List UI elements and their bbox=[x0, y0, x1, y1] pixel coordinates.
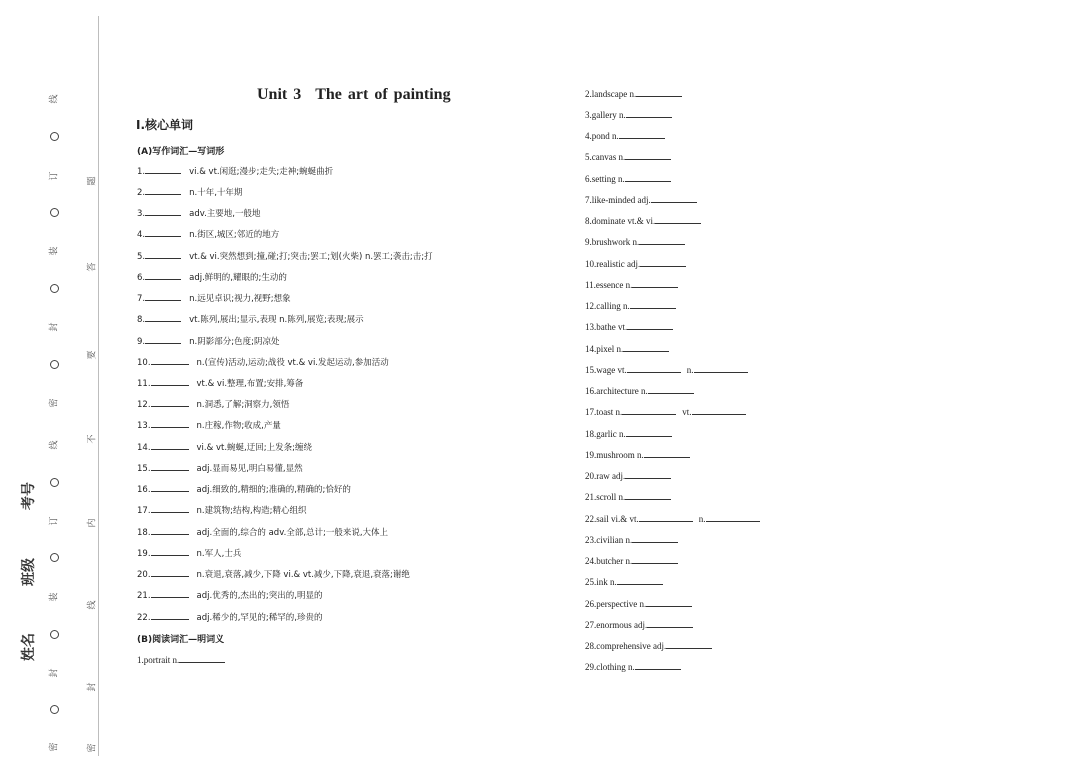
answer-blank[interactable] bbox=[179, 653, 225, 663]
list-item: 7.like-minded adj. bbox=[585, 193, 697, 206]
answer-blank[interactable] bbox=[636, 87, 682, 97]
seal-char: 线 bbox=[49, 440, 60, 450]
answer-blank[interactable] bbox=[625, 490, 671, 500]
list-item: 12. n.洞悉,了解;洞察力,领悟 bbox=[137, 397, 289, 411]
list-item: 9.brushwork n. bbox=[585, 235, 685, 248]
list-item: 11.essence n. bbox=[585, 278, 678, 291]
instruction-char: 答 bbox=[87, 262, 98, 272]
answer-blank[interactable] bbox=[145, 334, 181, 344]
answer-blank[interactable] bbox=[651, 193, 697, 203]
answer-blank[interactable] bbox=[632, 533, 678, 543]
answer-blank[interactable] bbox=[151, 461, 189, 471]
answer-blank[interactable] bbox=[647, 618, 693, 628]
answer-blank[interactable] bbox=[639, 512, 693, 522]
answer-blank[interactable] bbox=[617, 575, 663, 585]
answer-blank[interactable] bbox=[623, 342, 669, 352]
instruction-char: 题 bbox=[87, 176, 98, 186]
list-item: 17.toast n. vt. bbox=[585, 405, 746, 418]
answer-blank[interactable] bbox=[625, 172, 671, 182]
page-title bbox=[257, 86, 451, 104]
list-item: 18.garlic n. bbox=[585, 427, 672, 440]
answer-blank[interactable] bbox=[151, 355, 189, 365]
seal-char: 订 bbox=[49, 171, 60, 181]
list-item: 23.civilian n. bbox=[585, 533, 678, 546]
answer-blank[interactable] bbox=[626, 108, 672, 118]
instruction-char: 要 bbox=[87, 350, 98, 360]
list-item: 1.portrait n. bbox=[137, 653, 225, 666]
list-item: 20. n.衰退,衰落,减少,下降 vi.& vt.减少,下降,衰退,衰落;谢绝 bbox=[137, 567, 410, 581]
list-item: 6. adj.鲜明的,耀眼的;生动的 bbox=[137, 270, 287, 284]
list-item: 21.scroll n. bbox=[585, 490, 671, 503]
answer-blank[interactable] bbox=[648, 384, 694, 394]
answer-blank[interactable] bbox=[145, 291, 181, 301]
answer-blank[interactable] bbox=[632, 554, 678, 564]
answer-blank[interactable] bbox=[151, 610, 189, 620]
answer-blank[interactable] bbox=[151, 503, 189, 513]
instruction-char: 线 bbox=[87, 600, 98, 610]
list-item: 11. vt.& vi.整理,布置;安排,筹备 bbox=[137, 376, 303, 390]
answer-blank[interactable] bbox=[692, 405, 746, 415]
list-item: 21. adj.优秀的,杰出的;突出的,明显的 bbox=[137, 588, 322, 602]
seal-circle bbox=[50, 553, 59, 562]
list-item: 1. vi.& vt.闲逛;漫步;走失;走神;蜿蜒曲折 bbox=[137, 164, 333, 178]
list-item: 16. adj.细致的,精细的;准确的,精确的;恰好的 bbox=[137, 482, 351, 496]
seal-circle bbox=[50, 208, 59, 217]
seal-circle bbox=[50, 132, 59, 141]
answer-blank[interactable] bbox=[666, 639, 712, 649]
list-item: 7. n.远见卓识;视力,视野;想象 bbox=[137, 291, 291, 305]
seal-char: 密 bbox=[49, 398, 60, 408]
answer-blank[interactable] bbox=[151, 525, 189, 535]
list-item: 12.calling n. bbox=[585, 299, 676, 312]
seal-circle bbox=[50, 360, 59, 369]
answer-blank[interactable] bbox=[145, 249, 181, 259]
list-item: 29.clothing n. bbox=[585, 660, 681, 673]
list-item: 4.pond n. bbox=[585, 129, 665, 142]
answer-blank[interactable] bbox=[639, 235, 685, 245]
seal-char: 装 bbox=[49, 592, 60, 602]
answer-blank[interactable] bbox=[644, 448, 690, 458]
list-item: 20.raw adj. bbox=[585, 469, 671, 482]
list-item: 15. adj.显而易见,明白易懂,显然 bbox=[137, 461, 303, 475]
list-item: 6.setting n. bbox=[585, 172, 671, 185]
answer-blank[interactable] bbox=[151, 440, 189, 450]
list-item: 22. adj.稀少的,罕见的;稀罕的,珍贵的 bbox=[137, 610, 322, 624]
class-label: 班级 bbox=[21, 558, 37, 586]
seal-char: 封 bbox=[49, 322, 60, 332]
seal-char: 线 bbox=[49, 94, 60, 104]
list-item: 14. vi.& vt.蜿蜒,迂回;上发条;缠绕 bbox=[137, 440, 312, 454]
answer-blank[interactable] bbox=[706, 512, 760, 522]
list-item: 25.ink n. bbox=[585, 575, 663, 588]
name-label: 姓名 bbox=[21, 633, 37, 661]
list-item: 19. n.军人,士兵 bbox=[137, 546, 241, 560]
seal-circle bbox=[50, 705, 59, 714]
answer-blank[interactable] bbox=[151, 482, 189, 492]
list-item: 15.wage vt. n. bbox=[585, 363, 748, 376]
seal-circle bbox=[50, 284, 59, 293]
list-item: 10. n.(宣传)活动,运动;战役 vt.& vi.发起运动,参加活动 bbox=[137, 355, 389, 369]
binding-line bbox=[98, 16, 99, 756]
seal-char: 订 bbox=[49, 516, 60, 526]
answer-blank[interactable] bbox=[625, 469, 671, 479]
answer-blank[interactable] bbox=[151, 376, 189, 386]
answer-blank[interactable] bbox=[145, 270, 181, 280]
list-item: 16.architecture n. bbox=[585, 384, 694, 397]
list-item: 2.landscape n. bbox=[585, 87, 682, 100]
list-item: 13.bathe vt. bbox=[585, 320, 673, 333]
answer-blank[interactable] bbox=[145, 185, 181, 195]
seal-char: 封 bbox=[49, 668, 60, 678]
answer-blank[interactable] bbox=[655, 214, 701, 224]
answer-blank[interactable] bbox=[625, 150, 671, 160]
answer-blank[interactable] bbox=[151, 588, 189, 598]
list-item: 24.butcher n. bbox=[585, 554, 678, 567]
list-item: 14.pixel n. bbox=[585, 342, 669, 355]
list-item: 5. vt.& vi.突然想到;撞,碰;打;突击;罢工;划(火柴) n.罢工;袭击;击;打 bbox=[137, 249, 433, 263]
answer-blank[interactable] bbox=[145, 206, 181, 216]
answer-blank[interactable] bbox=[145, 227, 181, 237]
answer-blank[interactable] bbox=[145, 164, 181, 174]
list-item: 27.enormous adj. bbox=[585, 618, 693, 631]
answer-blank[interactable] bbox=[632, 278, 678, 288]
answer-blank[interactable] bbox=[627, 363, 681, 373]
seal-circle bbox=[50, 478, 59, 487]
list-item: 22.sail vi.& vt. n. bbox=[585, 512, 760, 525]
list-item: 28.comprehensive adj. bbox=[585, 639, 712, 652]
answer-blank[interactable] bbox=[626, 427, 672, 437]
section-heading: Ⅰ.核心单词 bbox=[136, 118, 194, 132]
answer-blank[interactable] bbox=[619, 129, 665, 139]
answer-blank[interactable] bbox=[630, 299, 676, 309]
exam-number-label: 考号 bbox=[21, 482, 37, 510]
seal-char: 密 bbox=[49, 742, 60, 752]
list-item: 4. n.街区,城区;邻近的地方 bbox=[137, 227, 279, 241]
seal-char: 装 bbox=[49, 246, 60, 256]
unit-label: Unit 3 bbox=[257, 86, 302, 103]
list-item: 26.perspective n. bbox=[585, 597, 692, 610]
list-item: 10.realistic adj. bbox=[585, 257, 686, 270]
instruction-char: 密 bbox=[87, 743, 98, 753]
list-item: 3.gallery n. bbox=[585, 108, 672, 121]
answer-blank[interactable] bbox=[646, 597, 692, 607]
answer-blank[interactable] bbox=[151, 567, 189, 577]
subsection-a-heading: (A)写作词汇—写词形 bbox=[137, 147, 225, 157]
answer-blank[interactable] bbox=[627, 320, 673, 330]
list-item: 5.canvas n. bbox=[585, 150, 671, 163]
answer-blank[interactable] bbox=[694, 363, 748, 373]
answer-blank[interactable] bbox=[640, 257, 686, 267]
subsection-b-heading: (B)阅读词汇—明词义 bbox=[137, 635, 225, 645]
answer-blank[interactable] bbox=[622, 405, 676, 415]
list-item: 8. vt.陈列,展出;显示,表现 n.陈列,展览;表现;展示 bbox=[137, 312, 364, 326]
answer-blank[interactable] bbox=[151, 546, 189, 556]
instruction-char: 不 bbox=[87, 434, 98, 444]
list-item: 13. n.庄稼,作物;收成,产量 bbox=[137, 418, 281, 432]
seal-circle bbox=[50, 630, 59, 639]
list-item: 9. n.阴影部分;色度;阴凉处 bbox=[137, 334, 279, 348]
list-item: 8.dominate vt.& vi. bbox=[585, 214, 701, 227]
unit-name: The art of painting bbox=[315, 86, 451, 103]
answer-blank[interactable] bbox=[151, 397, 189, 407]
instruction-char: 内 bbox=[87, 518, 98, 528]
answer-blank[interactable] bbox=[151, 418, 189, 428]
list-item: 2. n.十年,十年期 bbox=[137, 185, 242, 199]
answer-blank[interactable] bbox=[145, 312, 181, 322]
list-item: 3. adv.主要地,一般地 bbox=[137, 206, 261, 220]
list-item: 18. adj.全面的,综合的 adv.全部,总计;一般来说,大体上 bbox=[137, 525, 388, 539]
list-item: 19.mushroom n. bbox=[585, 448, 690, 461]
instruction-char: 封 bbox=[87, 682, 98, 692]
list-item: 17. n.建筑物;结构,构造;精心组织 bbox=[137, 503, 307, 517]
answer-blank[interactable] bbox=[635, 660, 681, 670]
